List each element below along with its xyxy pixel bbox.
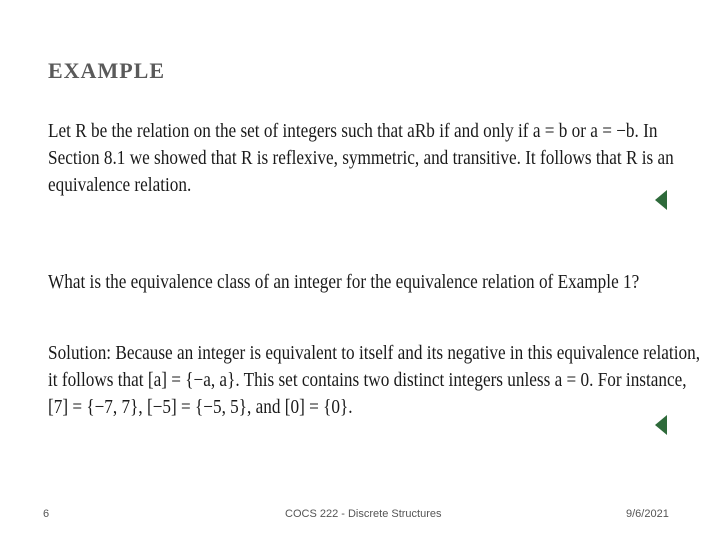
paragraph-line: Let R be the relation on the set of integers such that aRb if and only if a = b or a = −b. In [48,120,658,142]
paragraph-line: Section 8.1 we showed that R is reflexive, symmetric, and transitive. It follows that R is an [48,147,674,169]
paragraph-line: equivalence relation. [48,174,192,196]
solution-line: [7] = {−7, 7}, [−5] = {−5, 5}, and [0] = {0}. [48,396,353,418]
back-arrow-icon[interactable] [655,190,667,210]
example-paragraph [48,118,674,199]
slide-heading: EXAMPLE [48,58,165,83]
question-text [48,269,640,296]
solution-paragraph [48,340,700,421]
solution-line: Solution: Because an integer is equivalent to itself and its negative in this equivalence relation, [48,342,700,364]
slide-date: 9/6/2021 [626,508,669,520]
solution-line: it follows that [a] = {−a, a}. This set contains two distinct integers unless a = 0. For instance, [48,369,687,391]
slide-number: 6 [43,508,50,520]
question-line: What is the equivalence class of an integer for the equivalence relation of Example 1? [48,271,640,293]
course-title: COCS 222 - Discrete Structures [285,508,442,520]
back-arrow-icon[interactable] [655,415,667,435]
